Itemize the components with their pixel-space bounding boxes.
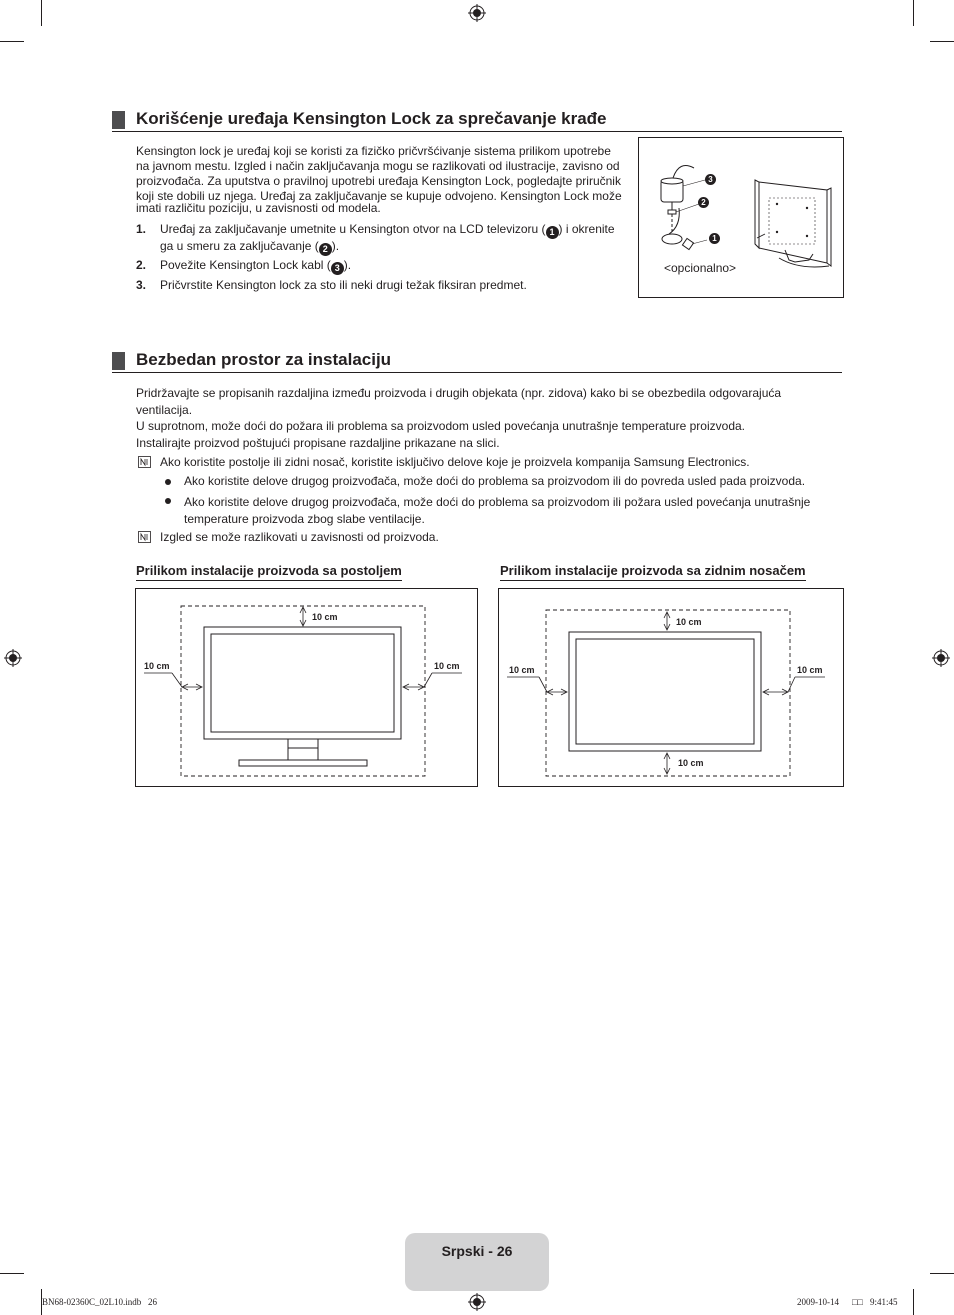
footer-file: BN68-02360C_02L10.indb 26 [42, 1297, 158, 1307]
footer-time: 9:41:45 [870, 1297, 898, 1307]
page-number: Srpski - 26 [441, 1243, 513, 1259]
crop-mark [930, 1273, 954, 1274]
step-text: Povežite Kensington Lock kabl ( 3 ). [160, 258, 352, 273]
label-right: 10 cm [797, 665, 823, 675]
tv-on-wall-drawing [499, 589, 843, 786]
registration-mark-icon [4, 649, 22, 667]
illustration-caption: <opcionalno> [664, 261, 737, 275]
crop-mark [0, 41, 24, 42]
label-bottom: 10 cm [678, 758, 704, 768]
badge-1-icon: 1 [546, 226, 559, 239]
stand-install-heading: Prilikom instalacije proizvoda sa postoljem [136, 563, 402, 581]
label-top: 10 cm [676, 617, 702, 627]
registration-mark-icon [468, 4, 486, 22]
crop-mark [913, 0, 914, 26]
note-text: Izgled se može razlikovati u zavisnosti od proizvoda. [160, 530, 439, 544]
badge-1-icon: 1 [709, 233, 720, 244]
tv-on-stand-drawing [136, 589, 477, 786]
footer-date: 2009-10-14 [797, 1297, 839, 1307]
wall-mount-clearance-diagram [498, 588, 844, 787]
wall-mount-install-heading: Prilikom instalacije proizvoda sa zidnim nosačem [500, 563, 806, 581]
kensington-illustration [638, 137, 844, 298]
note-icon [138, 531, 151, 543]
registration-mark-icon [468, 1293, 486, 1311]
step-text: Uređaj za zaključavanje umetnite u Kensington otvor na LCD televizoru ( 1 ) i okrenite ga u smeru za zaključavanje ( 2 ). [160, 222, 615, 254]
registration-mark-icon [932, 649, 950, 667]
heading-bar [112, 111, 125, 129]
crop-mark [930, 41, 954, 42]
note-icon [138, 456, 151, 468]
section-heading-safe-space [112, 350, 842, 373]
safe-space-paragraph: Pridržavajte se propisanih razdaljina između proizvoda i drugih objekata (npr. zidova) kako bi se obezbedila odgovarajuća ventilacija. U suprotnom, može doći do požara ili problema sa proizvodom usled povećanja unutrašnje temperature proizvoda. Instalirajte proizvod poštujući propisane razdaljine prikazane na slici. [136, 386, 782, 450]
bullet-text: Ako koristite delove drugog proizvođača, može doći do problema sa proizvodom ili do povreda usled pada proizvoda. [184, 474, 806, 488]
stand-clearance-diagram [135, 588, 478, 787]
badge-3-icon: 3 [331, 262, 344, 275]
note-text: Ako koristite postolje ili zidni nosač, koristite isključivo delove koje je proizvela kompanija Samsung Electronics. [160, 455, 750, 469]
heading-bar [112, 352, 125, 370]
label-left: 10 cm [509, 665, 535, 675]
page-number-tab [405, 1233, 549, 1291]
section-heading-kensington [112, 109, 842, 132]
step-number: 1. [136, 222, 147, 236]
kensington-intro: Kensington lock je uređaj koji se koristi za fizičko pričvršćivanje sistema prilikom upotrebe na javnom mestu. Izgled i način zaključavanja mogu se razlikovati od ilustracije, zavisno od proizvođača. Za uputstva o pravilnoj upotrebi uređaja Kensington Lock, pogledajte priručnik koji ste dobili uz njega. Uređaj za zaključavanje se kupuje odvojeno. Kensington Lock može imati različitu poziciju, u zavisnosti od modela. [136, 144, 622, 215]
section-title: Korišćenje uređaja Kensington Lock za sprečavanje krađe [136, 109, 607, 128]
label-left: 10 cm [144, 661, 170, 671]
label-top: 10 cm [312, 612, 338, 622]
bullet-text: Ako koristite delove drugog proizvođača, može doći do problema sa proizvodom ili požara usled povećanja unutrašnje temperature proizvoda zbog slabe ventilacije. [184, 495, 811, 526]
footer-squares: □□ [852, 1297, 863, 1307]
step-text: Pričvrstite Kensington lock za sto ili neki drugi težak fiksiran predmet. [160, 278, 527, 292]
crop-mark [913, 1289, 914, 1315]
label-right: 10 cm [434, 661, 460, 671]
badge-2-icon: 2 [319, 243, 332, 256]
step-number: 2. [136, 258, 147, 272]
crop-mark [0, 1273, 24, 1274]
badge-3-icon: 3 [705, 174, 716, 185]
badge-2-icon: 2 [698, 197, 709, 208]
bullet-icon [165, 479, 171, 485]
section-title: Bezbedan prostor za instalaciju [136, 350, 392, 369]
step-number: 3. [136, 278, 147, 292]
bullet-icon [165, 498, 171, 504]
crop-mark [41, 0, 42, 26]
